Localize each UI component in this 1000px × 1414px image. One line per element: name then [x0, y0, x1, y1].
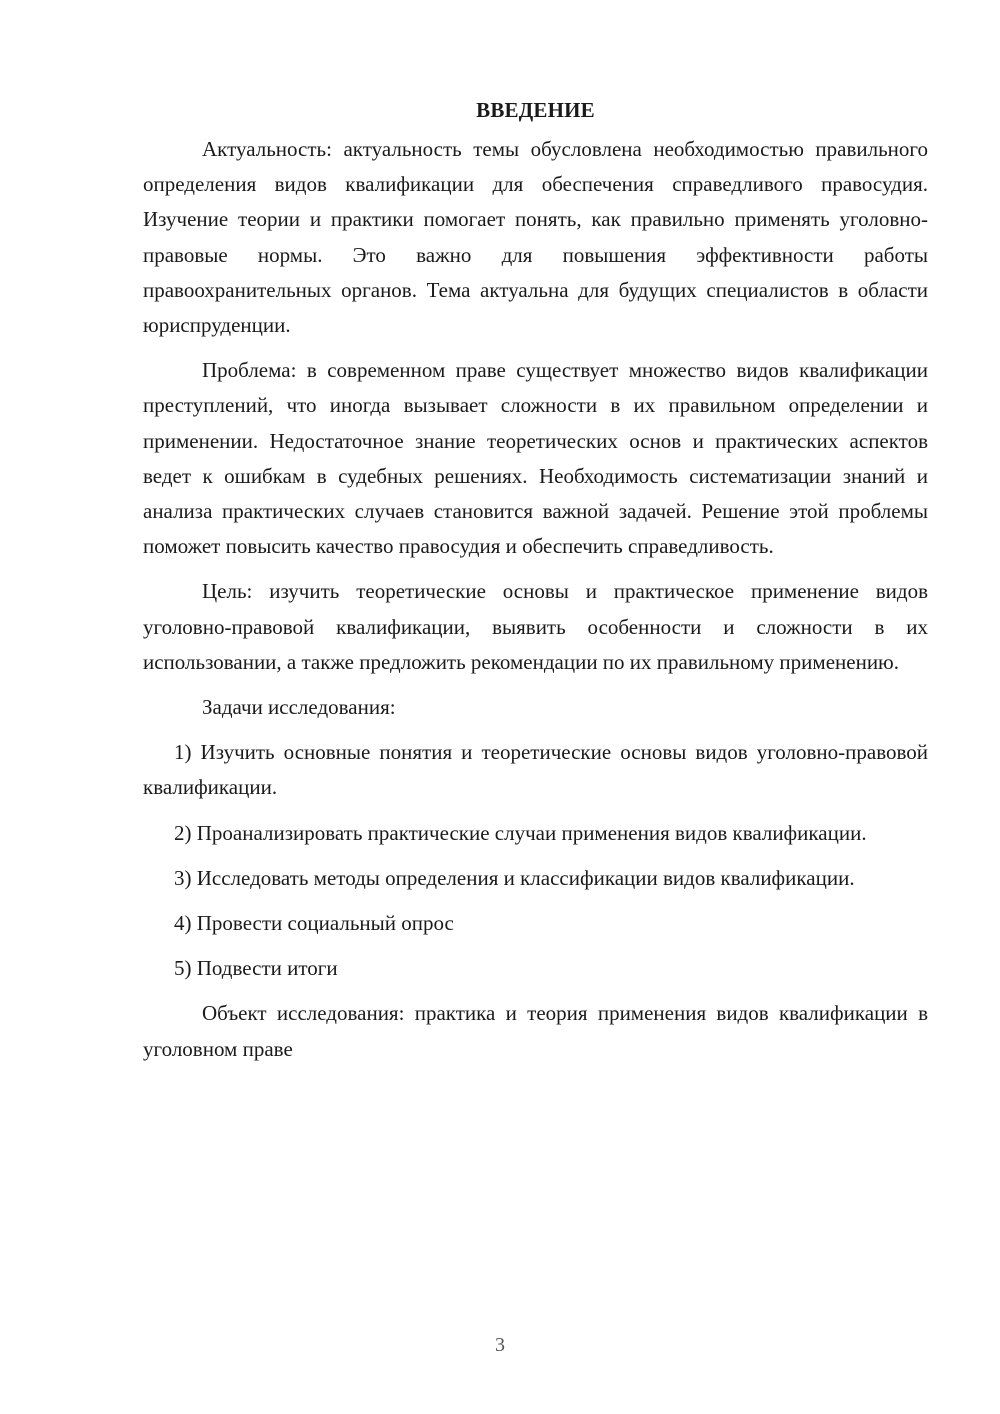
object-paragraph: Объект исследования: практика и теория применения видов квалификации в уголовном праве	[143, 1001, 928, 1061]
task-item: 4) Провести социальный опрос	[174, 911, 454, 936]
task-item: 5) Подвести итоги	[174, 956, 338, 981]
goal-paragraph: Цель: изучить теоретические основы и практическое применение видов уголовно-правовой квалификации, выявить особенности и сложности в их использовании, а также предложить рекомендации по их правильному применению.	[143, 579, 928, 674]
section-heading: ВВЕДЕНИЕ	[476, 98, 595, 122]
relevance-paragraph: Актуальность: актуальность темы обусловлена необходимостью правильного определения видов квалификации для обеспечения справедливого правосудия. Изучение теории и практики помогает понять, как правильно применять уголовно-правовые нормы. Это важно для повышения эффективности работы правоохранительных органов. Тема актуальна для будущих специалистов в области юриспруденции.	[143, 137, 928, 338]
document-page	[143, 92, 928, 1077]
problem-paragraph: Проблема: в современном праве существует множество видов квалификации преступлений, что иногда вызывает сложности в их правильном определении и применении. Недостаточное знание теоретических основ и практических аспектов ведет к ошибкам в судебных решениях. Необходимость систематизации знаний и анализа практических случаев становится важной задачей. Решение этой проблемы поможет повысить качество правосудия и обеспечить справедливость.	[143, 358, 928, 559]
task-item: 3) Исследовать методы определения и классификации видов квалификации.	[174, 865, 855, 890]
page-number: 3	[495, 1334, 505, 1356]
tasks-intro: Задачи исследования:	[202, 695, 396, 720]
task-item: 1) Изучить основные понятия и теоретические основы видов уголовно-правовой квалификации.	[143, 740, 928, 800]
task-item: 2) Проанализировать практические случаи применения видов квалификации.	[174, 820, 867, 845]
